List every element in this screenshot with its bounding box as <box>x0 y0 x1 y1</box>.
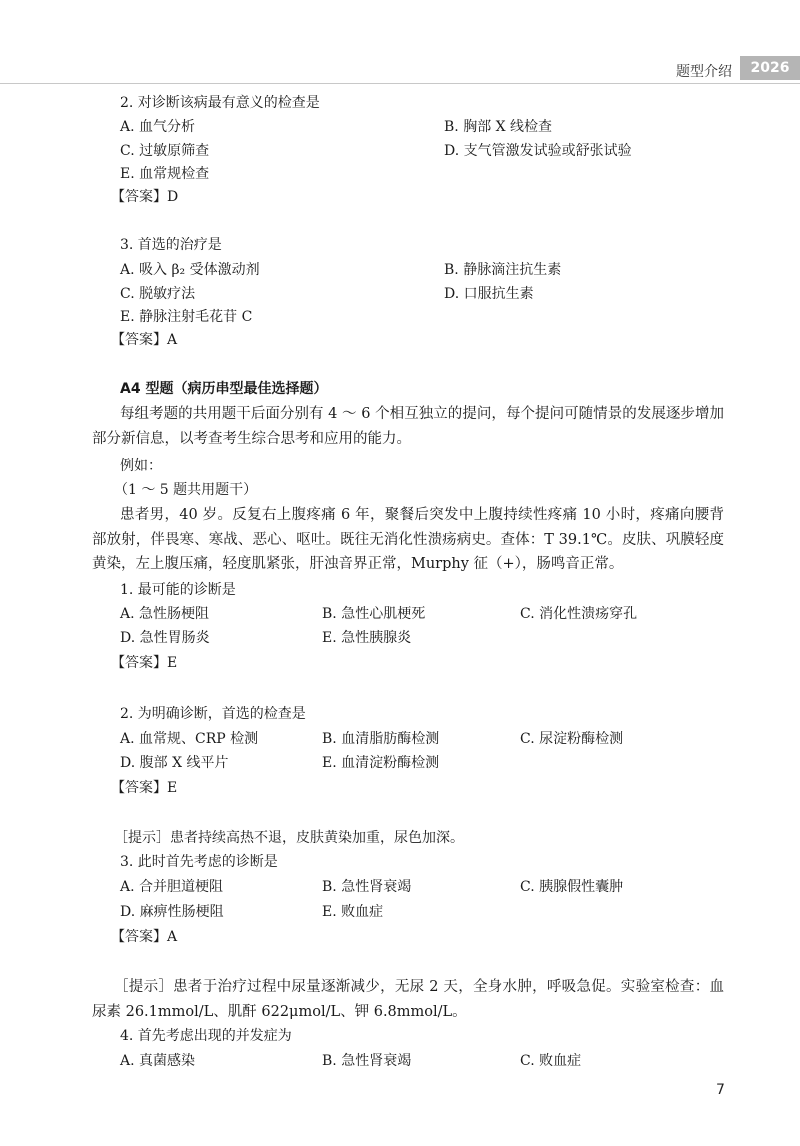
option-c: C. 脱敏疗法 <box>120 286 196 302</box>
option-a: A. 急性肠梗阻 <box>120 606 210 622</box>
option-e: E. 血常规检查 <box>120 166 210 182</box>
year-badge: 2026 <box>740 56 800 80</box>
option-a: A. 合并胆道梗阻 <box>120 879 224 895</box>
page-number: 7 <box>716 1082 725 1098</box>
option-d: D. 急性胃肠炎 <box>120 630 210 646</box>
option-e: E. 急性胰腺炎 <box>322 630 412 646</box>
option-b: B. 急性肾衰竭 <box>322 1053 412 1069</box>
hint: ［提示］患者持续高热不退，皮肤黄染加重，尿色加深。 <box>114 830 464 846</box>
option-b: B. 胸部 X 线检查 <box>444 119 553 135</box>
question-stem: 2. 为明确诊断，首选的检查是 <box>120 706 306 722</box>
answer: 【答案】E <box>111 780 178 796</box>
option-a: A. 真菌感染 <box>120 1053 196 1069</box>
section-title: 题型介绍 <box>676 64 732 80</box>
option-c: C. 过敏原筛查 <box>120 143 210 159</box>
option-a: A. 血常规、CRP 检测 <box>120 731 259 747</box>
option-a: A. 吸入 β₂ 受体激动剂 <box>120 262 260 278</box>
option-b: B. 血清脂肪酶检测 <box>322 731 440 747</box>
question-stem: 3. 首选的治疗是 <box>120 237 222 253</box>
example-label: 例如： <box>120 458 162 474</box>
option-c: C. 尿淀粉酶检测 <box>520 731 624 747</box>
question-stem: 3. 此时首先考虑的诊断是 <box>120 854 278 870</box>
case-paragraph: 患者男，40 岁。反复右上腹疼痛 6 年，聚餐后突发中上腹持续性疼痛 10 小时，疼痛向腰背部放射，伴畏寒、寒战、恶心、呕吐。既往无消化性溃疡病史。查体：T 39.1℃。皮肤、巩膜轻度黄染，左上腹压痛，轻度肌紧张，肝浊音界正常，Murphy 征（+），肠鸣音正常。 <box>92 507 724 572</box>
option-c: C. 消化性溃疡穿孔 <box>520 606 638 622</box>
option-e: E. 血清淀粉酶检测 <box>322 755 440 771</box>
header-divider <box>0 83 800 84</box>
option-d: D. 支气管激发试验或舒张试验 <box>444 143 632 159</box>
option-d: D. 腹部 X 线平片 <box>120 755 229 771</box>
intro-paragraph: 每组考题的共用题干后面分别有 4 ～ 6 个相互独立的提问，每个提问可随情景的发展逐步增加部分新信息，以考查考生综合思考和应用的能力。 <box>92 406 724 447</box>
option-d: D. 口服抗生素 <box>444 286 534 302</box>
answer: 【答案】A <box>111 332 178 348</box>
option-c: C. 败血症 <box>520 1053 582 1069</box>
answer: 【答案】A <box>111 929 178 945</box>
option-d: D. 麻痹性肠梗阻 <box>120 904 224 920</box>
question-stem: 2. 对诊断该病最有意义的检查是 <box>120 95 320 111</box>
option-c: C. 胰腺假性囊肿 <box>520 879 624 895</box>
option-b: B. 静脉滴注抗生素 <box>444 262 562 278</box>
option-e: E. 静脉注射毛花苷 C <box>120 309 253 325</box>
question-stem: 1. 最可能的诊断是 <box>120 582 236 598</box>
option-a: A. 血气分析 <box>120 119 196 135</box>
option-b: B. 急性肾衰竭 <box>322 879 412 895</box>
section-heading: A4 型题（病历串型最佳选择题） <box>120 381 328 397</box>
option-b: B. 急性心肌梗死 <box>322 606 426 622</box>
answer: 【答案】D <box>111 189 179 205</box>
option-e: E. 败血症 <box>322 904 384 920</box>
answer: 【答案】E <box>111 655 178 671</box>
hint: ［提示］患者于治疗过程中尿量逐渐减少，无尿 2 天，全身水肿，呼吸急促。实验室检查：血尿素 26.1mmol/L、肌酐 622μmol/L、钾 6.8mmol/L。 <box>92 979 724 1020</box>
shared-stem-label: （1 ～ 5 题共用题干） <box>114 482 258 498</box>
question-stem: 4. 首先考虑出现的并发症为 <box>120 1028 292 1044</box>
